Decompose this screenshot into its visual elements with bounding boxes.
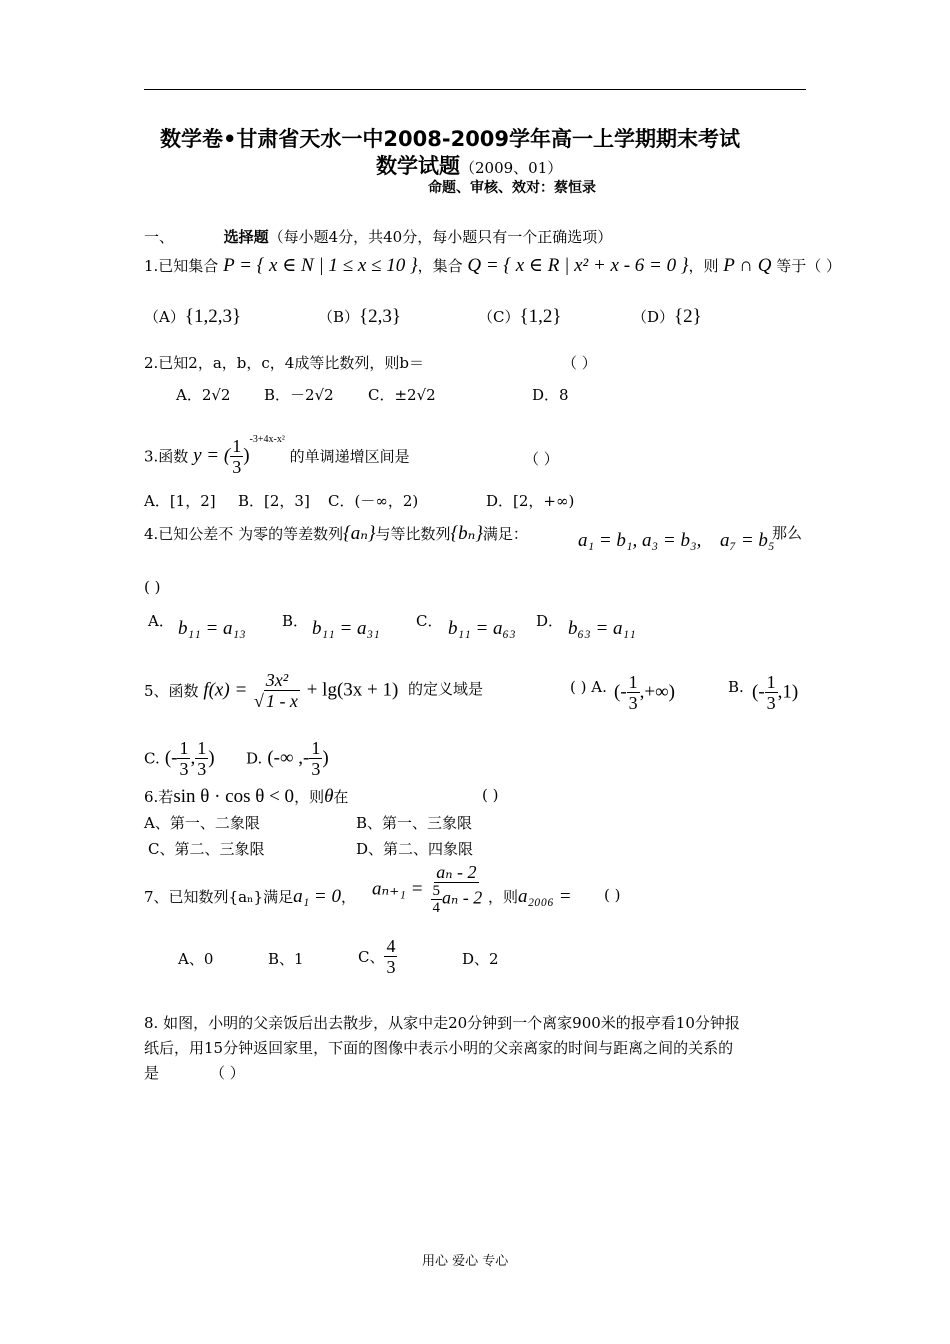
q2-option-a: A．2√2	[176, 386, 231, 404]
q5-d-right: )	[322, 747, 329, 769]
q1-set-p: P = { x ∈ N | 1 ≤ x ≤ 10 }	[223, 255, 418, 276]
q5-c-right: )	[208, 747, 215, 769]
q3-fraction	[230, 436, 243, 477]
q1-option-b	[318, 306, 401, 328]
q1-c-label: （C）	[478, 308, 520, 326]
q7-a1: a₁ = 0	[293, 886, 342, 907]
q7-c-num: 4	[386, 936, 396, 956]
q4-c-label: C．	[416, 612, 443, 630]
q6-option-a: A、第一、二象限	[144, 814, 260, 832]
q5-a-frac	[627, 672, 640, 713]
q6-option-c: C、第二、三象限	[148, 840, 265, 858]
q2-paren: （ ）	[562, 354, 597, 372]
q5-d-num: 1	[311, 738, 321, 758]
q8-line2: 纸后，用15分钟返回家里，下面的图像中表示小明的父亲离家的时间与距离之间的关系的	[144, 1039, 734, 1057]
q4-d-value: b₆₃ = a₁₁	[568, 618, 636, 639]
q4-b-label: B．	[282, 612, 309, 630]
q3-option-b: B．[2，3]	[238, 492, 310, 510]
authors: 命题、审核、效对：蔡恒录	[428, 180, 596, 196]
q7-recurrence	[372, 862, 484, 916]
q6-expr: sin θ · cos θ < 0	[173, 786, 295, 807]
q6-theta: θ	[324, 786, 334, 807]
section1-name: 选择题	[223, 228, 269, 246]
q7-c-den: 3	[386, 957, 396, 977]
header-rule	[144, 89, 806, 90]
q7-den-frac-num: 5	[432, 883, 440, 899]
q5-a-num: 1	[628, 672, 638, 692]
q3-prefix: 3.函数	[144, 447, 189, 466]
q7-num: aₙ - 2	[436, 862, 477, 882]
q3-exponent: -3+4x-x²	[249, 434, 285, 445]
q7	[144, 886, 356, 908]
q7-comma: ，	[341, 888, 357, 906]
q5-a-left: (-	[614, 681, 627, 703]
q5-num: 3x²	[265, 670, 289, 690]
q5-b-label: B.	[728, 678, 744, 696]
q5-d-left: (-∞ ,-	[267, 747, 310, 769]
q5-c-den2: 3	[197, 759, 207, 779]
q3-option-c: C．(－∞，2)	[328, 492, 419, 510]
q2-option-c: C．±2√2	[368, 386, 436, 404]
q7-den	[429, 883, 485, 916]
q5-a-right: ,+∞)	[639, 681, 675, 703]
q1-b-label: （B）	[318, 308, 360, 326]
q7-c-frac	[384, 936, 397, 977]
q4-b-value: b₁₁ = a₃₁	[312, 618, 380, 639]
q4-c-value: b₁₁ = a₆₃	[448, 618, 516, 639]
q5-c-num2: 1	[197, 738, 207, 758]
q3-option-d: D．[2，+∞)	[486, 492, 575, 510]
q5-d-den: 3	[311, 759, 321, 779]
q4-paren: ( )	[144, 578, 161, 596]
q1-c-value: {1,2}	[519, 306, 562, 327]
q1-mid: ，集合	[417, 257, 463, 275]
q5-d-label: D.	[246, 749, 263, 768]
q1-option-d	[632, 306, 702, 328]
q7-option-c	[358, 936, 397, 977]
q6-option-d: D、第二、四象限	[356, 840, 474, 858]
q2-option-b: B．－2√2	[264, 386, 334, 404]
q4-cond1: a₁ = b₁, a₃ = b₃,	[578, 530, 702, 551]
title-line2-wrap	[376, 150, 562, 180]
q1-intersection: P ∩ Q	[723, 255, 772, 276]
q1-d-value: {2}	[674, 306, 702, 327]
q3-paren: （ ）	[524, 450, 559, 468]
q5-plus: + lg(3x + 1)	[306, 679, 399, 701]
q5-c-den1: 3	[179, 759, 189, 779]
q5-option-a	[614, 672, 675, 713]
q5	[144, 670, 398, 711]
q7-den-frac	[431, 883, 443, 916]
q4-mid: 与等比数列	[375, 525, 451, 543]
footer: 用心 爱心 专心	[422, 1254, 509, 1269]
section1-heading	[144, 226, 612, 247]
q5-sqrt: √ 1 - x	[254, 691, 298, 711]
q1-prefix: 1.已知集合	[144, 257, 219, 275]
q7-prefix: 7、已知数列{aₙ}满足	[144, 888, 294, 906]
q1-set-q: Q = { x ∈ R | x² + x - 6 = 0 }	[467, 255, 689, 276]
q5-a-den: 3	[628, 693, 638, 713]
q6-mid: ，则	[294, 788, 325, 806]
q5-d-frac	[309, 738, 322, 779]
q5-suffix: 的定义域是	[408, 680, 484, 698]
q6-suffix: 在	[333, 788, 349, 806]
q5-b-num: 1	[766, 672, 776, 692]
q5-c-frac1	[177, 738, 190, 779]
q4-d-label: D．	[536, 612, 564, 630]
q6	[144, 786, 348, 808]
q5-paren: ( ) A.	[570, 678, 607, 696]
q7-option-d: D、2	[462, 950, 499, 968]
q2-option-d: D．8	[532, 386, 569, 404]
q4-then: 那么	[772, 524, 803, 542]
q3-frac-den: 3	[232, 456, 242, 477]
q4	[144, 522, 528, 545]
q5-c-frac2	[195, 738, 208, 779]
q1-d-label: （D）	[632, 308, 675, 326]
title-date: （2009、01）	[460, 159, 563, 177]
q7-option-a: A、0	[178, 950, 214, 968]
q7-paren: ( )	[604, 886, 621, 904]
q7-lhs: aₙ₊₁ =	[372, 878, 424, 900]
q5-b-right: ,1)	[777, 681, 799, 703]
q7-then: ，则	[488, 888, 519, 906]
section1-desc: （每小题4分，共40分，每小题只有一个正确选项）	[268, 228, 613, 246]
q1-b-value: {2,3}	[359, 306, 402, 327]
q3-expr-rp: )	[243, 445, 250, 466]
q1-a-label: （A）	[144, 308, 185, 326]
q5-prefix: 5、函数	[144, 682, 199, 700]
q1-a-value: {1,2,3}	[184, 306, 242, 327]
q5-c-label: C.	[144, 749, 160, 768]
q4-cond2: a₇ = b₅	[720, 530, 775, 551]
q6-prefix: 6.若	[144, 788, 174, 806]
q1-option-c	[478, 306, 561, 328]
q1-tail: 等于（ ）	[776, 257, 842, 275]
q7-c-label: C、	[358, 948, 385, 966]
title-line1: 数学卷•甘肃省天水一中2008-2009学年高一上学期期末考试	[160, 127, 741, 151]
q4-seq-a: {aₙ}	[343, 523, 376, 544]
q5-den-radicand: 1 - x	[265, 691, 298, 711]
q4-a-value: b₁₁ = a₁₃	[178, 618, 246, 639]
q3-option-a: A．[1，2]	[144, 492, 216, 510]
q5-b-frac	[765, 672, 778, 713]
q5-option-d	[246, 738, 329, 779]
q6-paren: ( )	[482, 786, 499, 804]
q7-den-frac-den: 4	[432, 900, 440, 916]
q8-line1: 8. 如图，小明的父亲饭后出去散步，从家中走20分钟到一个离家900米的报亭看10分钟报	[144, 1014, 740, 1032]
q3	[144, 434, 410, 477]
q4-seq-b: {bₙ}	[450, 523, 483, 544]
q8-paren: （ ）	[210, 1064, 245, 1082]
q4-a-label: A．	[148, 612, 174, 630]
q4-satisfy: 满足：	[482, 525, 528, 543]
title-line2: 数学试题	[376, 154, 460, 178]
q7-fraction	[429, 862, 485, 916]
q8-line3: 是	[144, 1064, 160, 1082]
q5-c-num1: 1	[179, 738, 189, 758]
q5-option-c	[144, 738, 215, 779]
q1-option-a	[144, 306, 241, 328]
q1-tail-pre: ，则	[688, 257, 719, 275]
q5-c-left: (-	[164, 747, 178, 769]
q7-target: a₂₀₀₆ =	[518, 886, 572, 907]
q7-option-b: B、1	[268, 950, 304, 968]
q5-den	[252, 691, 302, 711]
q2-stem: 2.已知2，a，b，c，4成等比数列，则b＝	[144, 354, 424, 372]
q3-suffix: 的单调递增区间是	[289, 447, 410, 466]
q5-b-den: 3	[766, 693, 776, 713]
q4-prefix: 4.已知公差不 为零的等差数列	[144, 525, 344, 543]
q5-c-comma: ,	[190, 747, 196, 769]
section1-num: 一、	[144, 228, 175, 246]
q3-expr-lhs: y = (	[193, 445, 231, 466]
q7-then-wrap	[488, 886, 572, 908]
q5-f-lhs: f(x) =	[203, 679, 248, 701]
q1	[144, 254, 841, 277]
q5-b-left: (-	[752, 681, 765, 703]
q5-option-b	[752, 672, 798, 713]
q3-frac-num: 1	[232, 435, 242, 456]
q7-den-rest: aₙ - 2	[442, 887, 483, 908]
q5-fraction	[252, 670, 302, 711]
q6-option-b: B、第一、三象限	[356, 814, 473, 832]
